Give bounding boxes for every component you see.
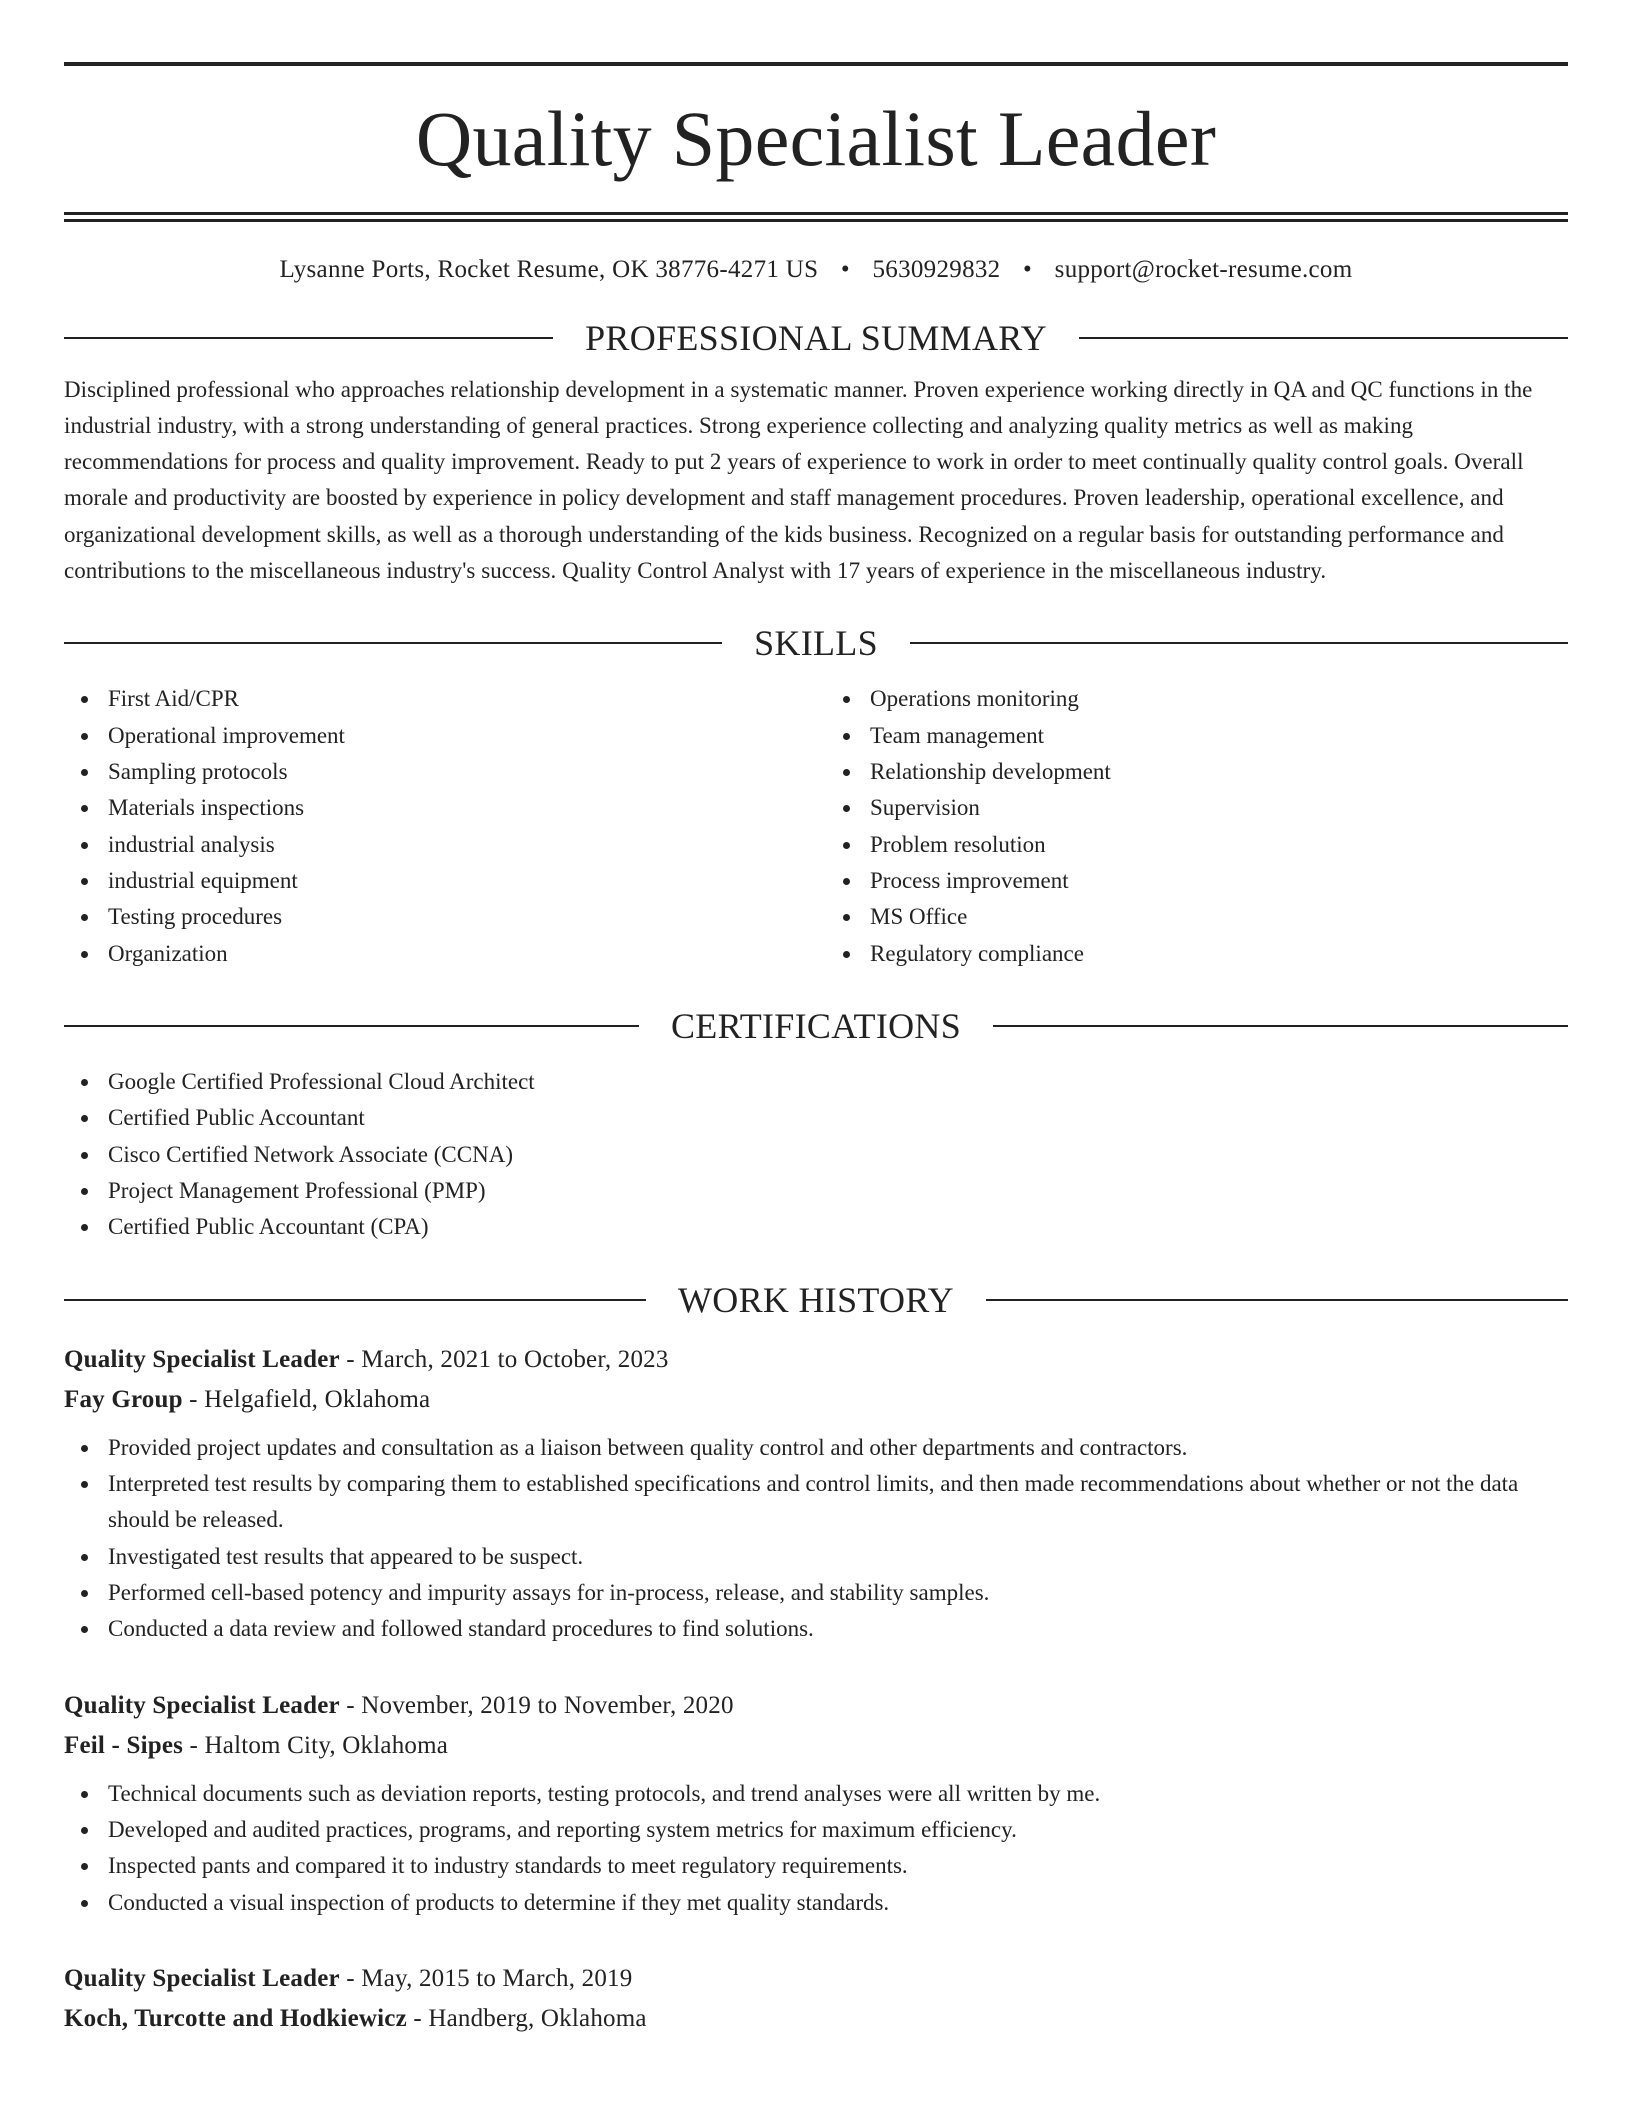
contact-separator: • <box>840 256 850 283</box>
resume-container <box>64 62 1568 2039</box>
top-rule <box>64 62 1568 66</box>
company-name: Koch, Turcotte and Hodkiewicz <box>64 2005 407 2033</box>
heading-rule-left <box>64 1025 639 1027</box>
professional-summary-section <box>64 318 1568 590</box>
skills-heading: SKILLS <box>754 623 878 664</box>
heading-rule-left <box>64 642 722 644</box>
heading-rule-left <box>64 337 553 339</box>
skill-item: Operational improvement <box>64 718 806 754</box>
skill-item: Materials inspections <box>64 790 806 826</box>
certifications-section <box>64 1006 1568 1246</box>
job-company-line <box>64 1380 1568 1420</box>
title-double-rule <box>64 212 1568 222</box>
job-title: Quality Specialist Leader <box>64 1345 340 1373</box>
responsibility-item: Developed and audited practices, programs, and reporting system metrics for maximum efficiency. <box>64 1812 1568 1848</box>
dash-separator: - <box>182 1385 205 1413</box>
certification-item: Certified Public Accountant (CPA) <box>64 1209 1568 1245</box>
company-name: Fay Group <box>64 1385 183 1413</box>
section-heading <box>64 318 1568 358</box>
section-heading <box>64 1006 1568 1046</box>
heading-rule-right <box>1079 337 1568 339</box>
dash-separator: - <box>339 1965 362 1993</box>
responsibility-item: Technical documents such as deviation reports, testing protocols, and trend analyses were all written by me. <box>64 1776 1568 1812</box>
heading-rule-right <box>993 1025 1568 1027</box>
skill-item: Regulatory compliance <box>826 936 1568 972</box>
skill-item: industrial analysis <box>64 827 806 863</box>
job-entry <box>64 1959 1568 2039</box>
job-company-line <box>64 1999 1568 2039</box>
heading-rule-right <box>910 642 1568 644</box>
skills-right-list <box>826 681 1568 972</box>
job-entry <box>64 1686 1568 1921</box>
certification-item: Certified Public Accountant <box>64 1100 1568 1136</box>
job-title: Quality Specialist Leader <box>64 1691 340 1719</box>
work-history-section <box>64 1280 1568 2039</box>
job-responsibilities-list <box>64 1776 1568 1921</box>
job-location: Haltom City, Oklahoma <box>204 1731 449 1759</box>
contact-line <box>64 256 1568 284</box>
job-entry <box>64 1340 1568 1648</box>
skill-item: Supervision <box>826 790 1568 826</box>
summary-text: Disciplined professional who approaches relationship development in a systematic manner. Proven experience working directly in QA and QC functions in the industrial industry, with a strong understanding of general practices. Strong experience collecting and analyzing quality metrics as well as making recommendations for process and quality improvement. Ready to put 2 years of experience to work in order to meet continually quality control goals. Overall morale and productivity are boosted by experience in policy development and staff management procedures. Proven leadership, operational excellence, and organizational development skills, as well as a thorough understanding of the kids business. Recognized on a regular basis for outstanding performance and contributions to the miscellaneous industry's success. Quality Control Analyst with 17 years of experience in the miscellaneous industry. <box>64 376 1533 584</box>
certifications-heading: CERTIFICATIONS <box>670 1006 962 1047</box>
responsibility-item: Inspected pants and compared it to industry standards to meet regulatory requirements. <box>64 1848 1568 1884</box>
skills-grid <box>64 663 1568 972</box>
certification-item: Google Certified Professional Cloud Architect <box>64 1064 1568 1100</box>
job-title-line <box>64 1340 1568 1380</box>
summary-heading: PROFESSIONAL SUMMARY <box>585 317 1047 358</box>
certification-item: Cisco Certified Network Associate (CCNA) <box>64 1137 1568 1173</box>
job-company-line <box>64 1726 1568 1766</box>
skill-item: MS Office <box>826 899 1568 935</box>
job-title-line <box>64 1686 1568 1726</box>
skill-item: Relationship development <box>826 754 1568 790</box>
dash-separator: - <box>183 1731 205 1759</box>
work-history-heading: WORK HISTORY <box>678 1279 954 1320</box>
skills-left-list <box>64 681 806 972</box>
responsibility-item: Conducted a data review and followed standard procedures to find solutions. <box>64 1611 1568 1647</box>
job-dates: March, 2021 to October, 2023 <box>361 1345 669 1373</box>
responsibility-item: Interpreted test results by comparing them to established specifications and control limits, and then made recommendations about whether or not the data should be released. <box>64 1466 1568 1539</box>
skill-item: Sampling protocols <box>64 754 806 790</box>
heading-rule-right <box>986 1299 1568 1301</box>
responsibility-item: Investigated test results that appeared to be suspect. <box>64 1539 1568 1575</box>
skill-item: Testing procedures <box>64 899 806 935</box>
skills-section <box>64 623 1568 972</box>
resume-title: Quality Specialist Leader <box>415 95 1217 182</box>
job-title-line <box>64 1959 1568 1999</box>
skill-item: Team management <box>826 718 1568 754</box>
skill-item: Organization <box>64 936 806 972</box>
skill-item: Problem resolution <box>826 827 1568 863</box>
job-location: Handberg, Oklahoma <box>428 2005 647 2033</box>
section-heading <box>64 623 1568 663</box>
responsibility-item: Provided project updates and consultation as a liaison between quality control and other departments and contractors. <box>64 1430 1568 1466</box>
job-location: Helgafield, Oklahoma <box>204 1385 431 1413</box>
job-title: Quality Specialist Leader <box>64 1965 340 1993</box>
skill-item: Operations monitoring <box>826 681 1568 717</box>
responsibility-item: Performed cell-based potency and impurity assays for in-process, release, and stability samples. <box>64 1575 1568 1611</box>
skill-item: First Aid/CPR <box>64 681 806 717</box>
company-name: Feil - Sipes <box>64 1731 184 1759</box>
contact-separator: • <box>1023 256 1033 283</box>
job-dates: May, 2015 to March, 2019 <box>361 1965 633 1993</box>
contact-address: Lysanne Ports, Rocket Resume, OK 38776-4271 US <box>279 256 819 283</box>
job-responsibilities-list <box>64 1430 1568 1648</box>
dash-separator: - <box>339 1345 362 1373</box>
job-dates: November, 2019 to November, 2020 <box>361 1691 734 1719</box>
section-heading <box>64 1280 1568 1320</box>
certification-item: Project Management Professional (PMP) <box>64 1173 1568 1209</box>
certifications-list <box>64 1064 1568 1246</box>
contact-email: support@rocket-resume.com <box>1054 256 1353 283</box>
contact-phone: 5630929832 <box>872 256 1001 283</box>
responsibility-item: Conducted a visual inspection of products to determine if they met quality standards. <box>64 1885 1568 1921</box>
skill-item: industrial equipment <box>64 863 806 899</box>
dash-separator: - <box>339 1691 362 1719</box>
dash-separator: - <box>406 2005 429 2033</box>
skill-item: Process improvement <box>826 863 1568 899</box>
heading-rule-left <box>64 1299 646 1301</box>
